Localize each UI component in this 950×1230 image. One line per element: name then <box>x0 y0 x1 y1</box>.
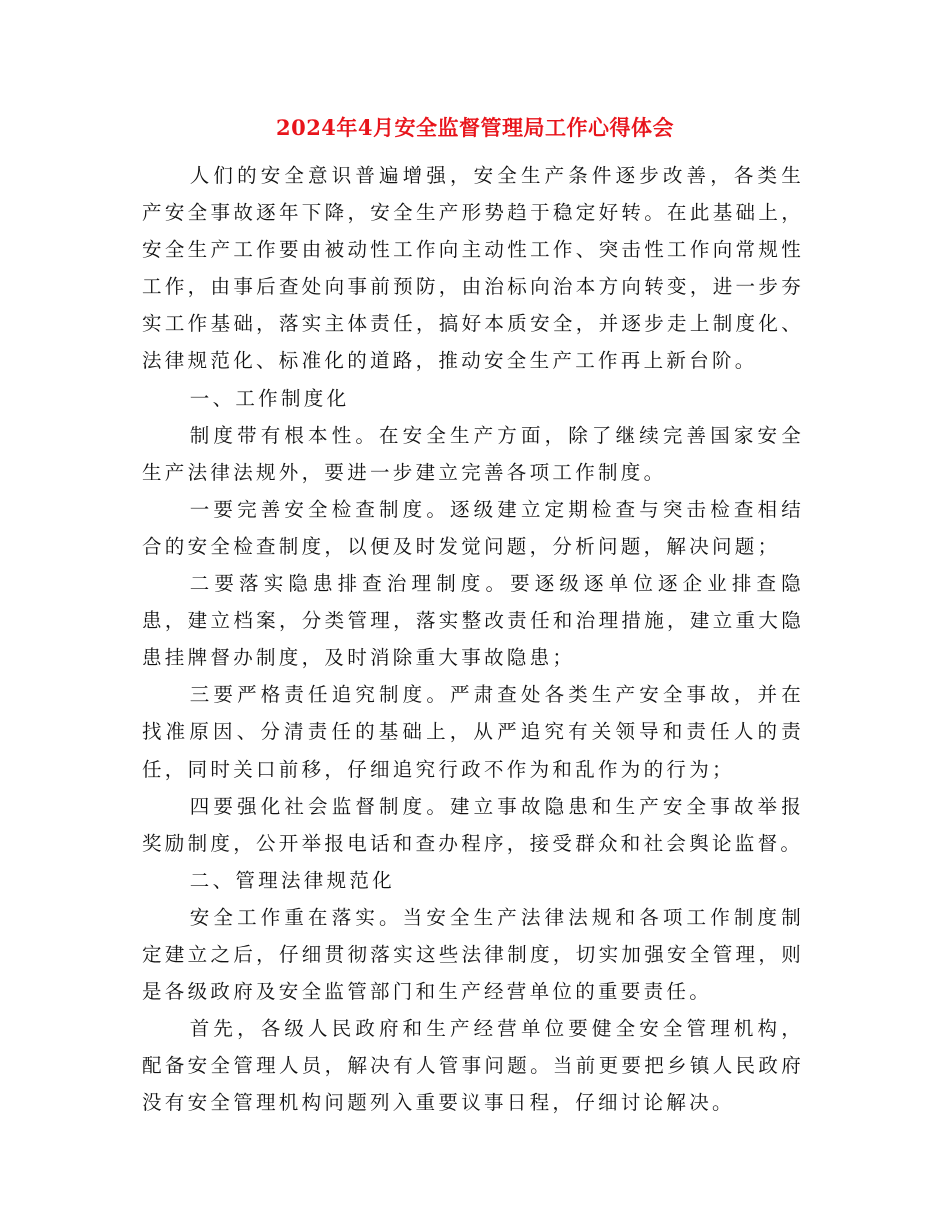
section-heading-2: 二、管理法律规范化 <box>189 868 395 892</box>
section-heading-1: 一、工作制度化 <box>189 386 350 410</box>
paragraph: 四要强化社会监督制度。建立事故隐患和生产安全事故举报奖励制度，公开举报电话和查办程序，接受群众和社会舆论监督。 <box>142 794 804 855</box>
paragraph: 二要落实隐患排查治理制度。要逐级逐单位逐企业排查隐患，建立档案，分类管理，落实整改责任和治理措施，建立重大隐患挂牌督办制度，及时消除重大事故隐患； <box>142 572 804 670</box>
paragraph: 首先，各级人民政府和生产经营单位要健全安全管理机构，配备安全管理人员，解决有人管事问题。当前更要把乡镇人民政府没有安全管理机构问题列入重要议事日程，仔细讨论解决。 <box>142 1017 804 1115</box>
document-body <box>142 157 804 1121</box>
paragraph-intro: 人们的安全意识普遍增强，安全生产条件逐步改善，各类生产安全事故逐年下降，安全生产形势趋于稳定好转。在此基础上，安全生产工作要由被动性工作向主动性工作、突击性工作向常规性工作，由事后查处向事前预防，由治标向治本方向转变，进一步夯实工作基础，落实主体责任，搞好本质安全，并逐步走上制度化、法律规范化、标准化的道路，推动安全生产工作再上新台阶。 <box>142 164 804 373</box>
paragraph: 三要严格责任追究制度。严肃查处各类生产安全事故，并在找准原因、分清责任的基础上，从严追究有关领导和责任人的责任，同时关口前移，仔细追究行政不作为和乱作为的行为； <box>142 683 804 781</box>
document-title: 2024年4月安全监督管理局工作心得体会 <box>275 115 675 140</box>
paragraph: 制度带有根本性。在安全生产方面，除了继续完善国家安全生产法律法规外，要进一步建立完善各项工作制度。 <box>142 423 804 484</box>
paragraph: 安全工作重在落实。当安全生产法律法规和各项工作制度制定建立之后，仔细贯彻落实这些法律制度，切实加强安全管理，则是各级政府及安全监管部门和生产经营单位的重要责任。 <box>142 905 804 1004</box>
paragraph: 一要完善安全检查制度。逐级建立定期检查与突击检查相结合的安全检查制度，以便及时发觉问题，分析问题，解决问题； <box>142 497 804 558</box>
